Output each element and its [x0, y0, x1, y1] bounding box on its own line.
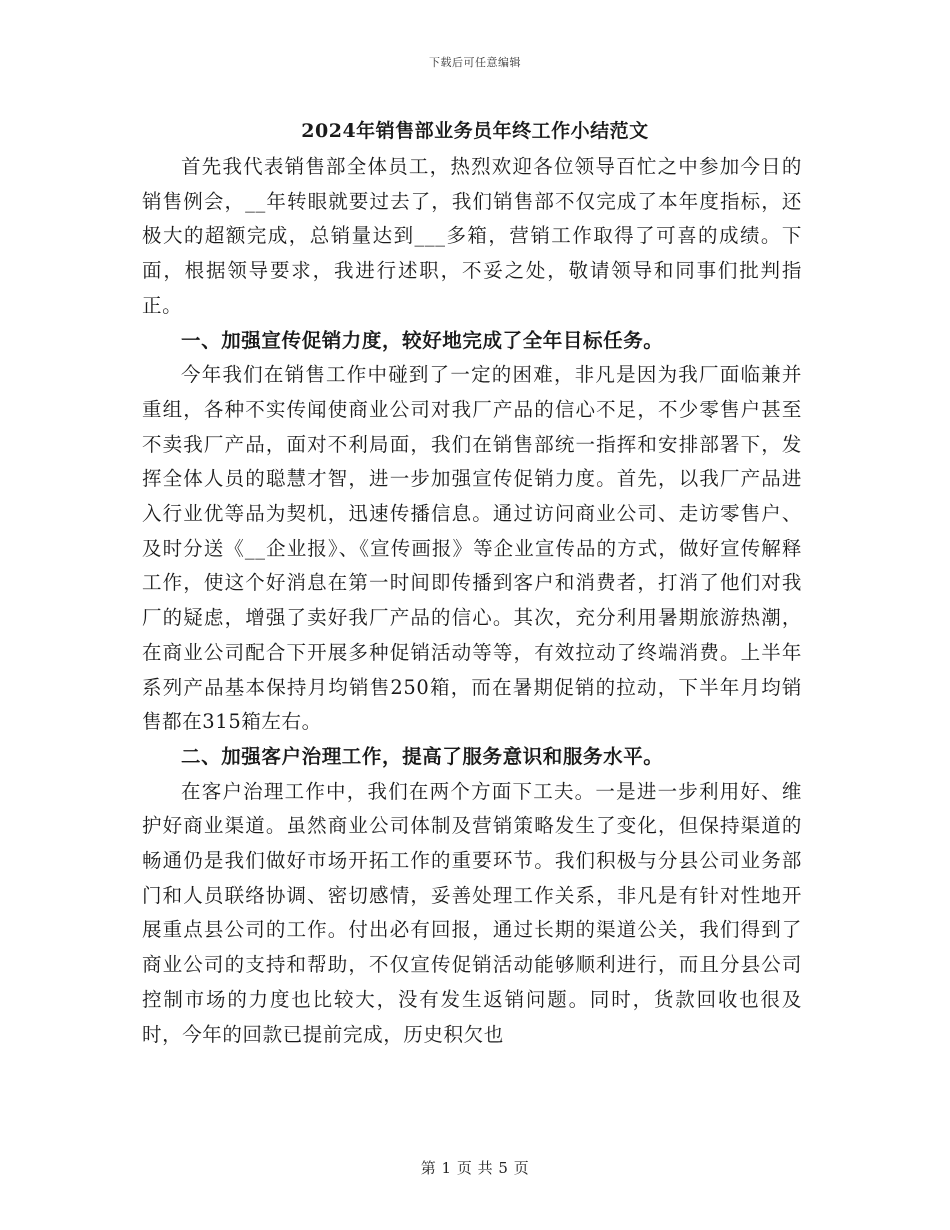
document-title: 2024年销售部业务员年终工作小结范文 [301, 120, 649, 142]
page-number-footer: 第 1 页 共 5 页 [420, 1159, 530, 1177]
page-header-note: 下载后可任意编辑 [429, 56, 521, 69]
section-heading-2: 二、加强客户治理工作，提高了服务意识和服务水平。 [181, 744, 664, 768]
section-1-paragraph: 今年我们在销售工作中碰到了一定的困难，非凡是因为我厂面临兼并重组，各种不实传闻使商业公司对我厂产品的信心不足，不少零售户甚至不卖我厂产品，面对不利局面，我们在销售部统一指挥和安排部署下，发挥全体人员的聪慧才智，进一步加强宣传促销力度。首先，以我厂产品进入行业优等品为契机，迅速传播信息。通过访问商业公司、走访零售户、及时分送《__企业报》、《宣传画报》等企业宣传品的方式，做好宣传解释工作，使这个好消息在第一时间即传播到客户和消费者，打消了他们对我厂的疑虑，增强了卖好我厂产品的信心。其次，充分利用暑期旅游热潮，在商业公司配合下开展多种促销活动等等，有效拉动了终端消费。上半年系列产品基本保持月均销售250箱，而在暑期促销的拉动，下半年月均销售都在315箱左右。 [142, 363, 802, 734]
section-2-paragraph: 在客户治理工作中，我们在两个方面下工夫。一是进一步利用好、维护好商业渠道。虽然商业公司体制及营销策略发生了变化，但保持渠道的畅通仍是我们做好市场开拓工作的重要环节。我们积极与分县公司业务部门和人员联络协调、密切感情，妥善处理工作关系，非凡是有针对性地开展重点县公司的工作。付出必有回报，通过长期的渠道公关，我们得到了商业公司的支持和帮助，不仅宣传促销活动能够顺利进行，而且分县公司控制市场的力度也比较大，没有发生返销问题。同时，货款回收也很及时，今年的回款已提前完成，历史积欠也 [142, 779, 802, 1046]
intro-paragraph: 首先我代表销售部全体员工，热烈欢迎各位领导百忙之中参加今日的销售例会，__年转眼就要过去了，我们销售部不仅完成了本年度指标，还极大的超额完成，总销量达到___多箱，营销工作取得了可喜的成绩。下面，根据领导要求，我进行述职，不妥之处，敬请领导和同事们批判指正。 [142, 155, 802, 317]
section-heading-1: 一、加强宣传促销力度，较好地完成了全年目标任务。 [181, 328, 664, 352]
document-body [142, 150, 802, 1052]
